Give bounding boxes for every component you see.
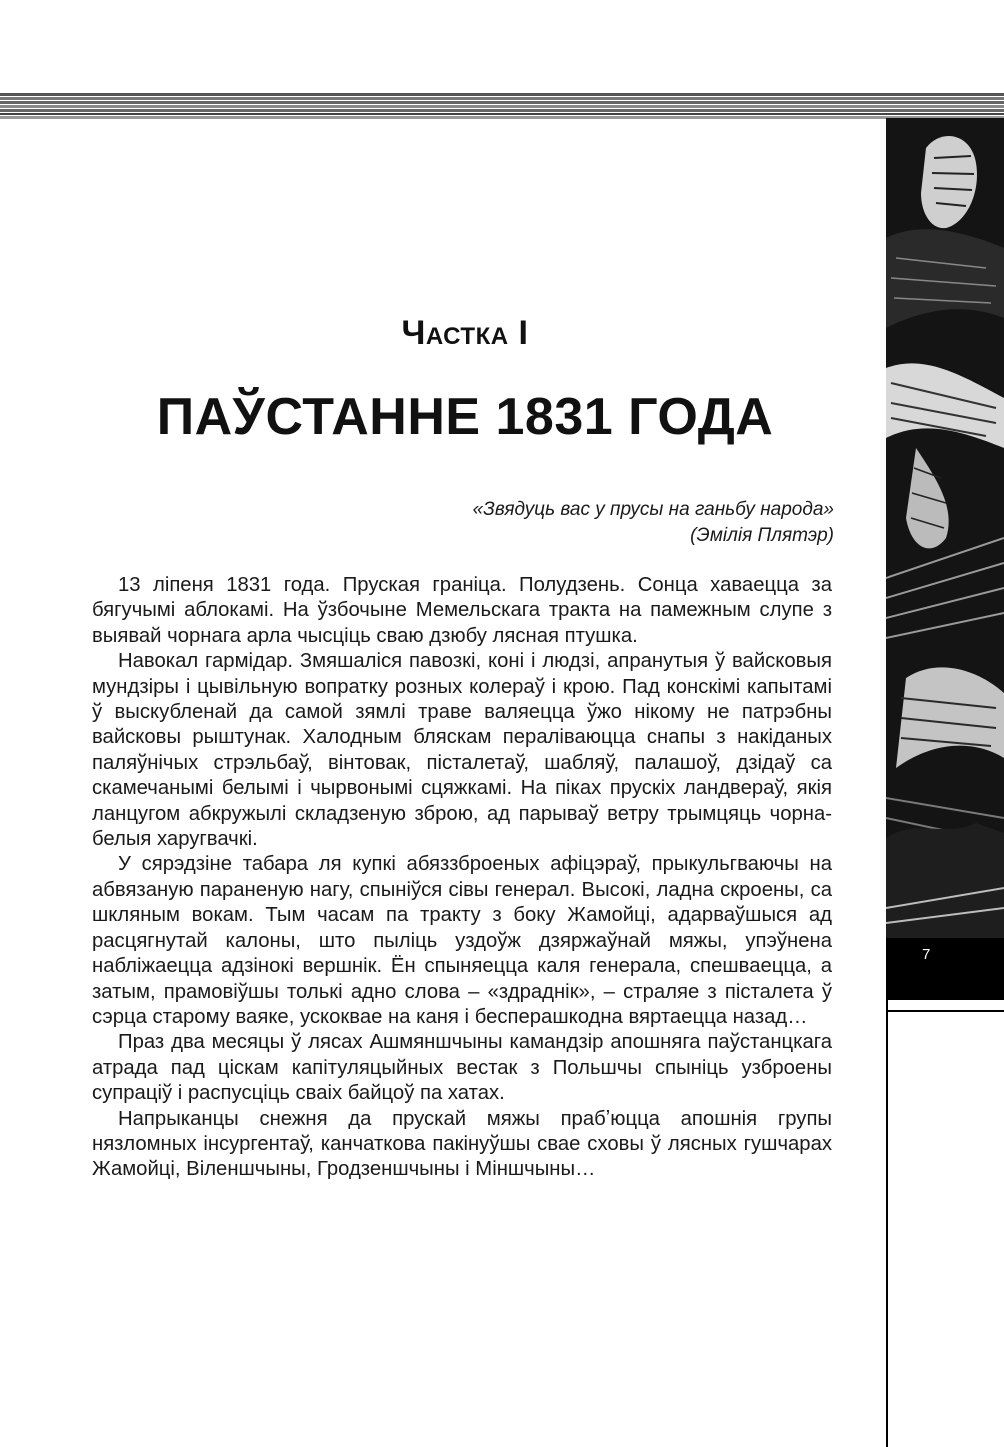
paragraph: У сярэдзіне табара ля купкі абяззброеных афіцэраў, прыкульгваючы на абвязаную параненую нагу, спыніўся сівы генерал. Высокі, ладна скроены, са шкляным вокам. Тым часам па тракту з боку Жамойці, адарваўшыся ад расцягнутай калоны, што пыліць уздоўж дзяржаўнай мяжы, упэўнена набліжаецца адзінокі вершнік. Ён спыняецца каля генерала, спешваецца, а затым, прамовіўшы толькі адно слова – «здраднік», – страляе з пісталета ў сэрца старому ваяке, ускоквае на каня і бесперашкодна вяртаецца назад… [92, 853, 832, 1028]
paragraph: 13 ліпеня 1831 года. Пруская граніца. Полудзень. Сонца хаваецца за бягучымі аблокамі. На ўзбочыне Мемельскага тракта на памежным слупе з выявай чорнага арла чысціць сваю дзюбу лясная птушка. [92, 574, 832, 647]
epigraph [473, 497, 834, 549]
page-number-tab [886, 938, 1004, 1000]
part-label: Частка I [401, 314, 529, 352]
paragraph: Напрыканцы снежня да прускай мяжы прабʼюцца апошнія групы нязломных інсургентаў, канчаткова пакінуўшы свае сховы ў лясных гушчарах Жамойці, Віленшчыны, Гродзеншчыны і Міншчыны… [92, 1107, 832, 1181]
epigraph-author: (Эмілія Плятэр) [690, 525, 834, 546]
paragraph: Праз два месяцы ў лясах Ашмяншчыны камандзір апошняга паўстанцкага атрада пад ціскам капітуляцыйных вестак з Польшчы спыніць узброены супраціў і распусціць сваіх байцоў па хатах. [92, 1031, 832, 1105]
page-number: 7 [922, 946, 931, 963]
woodcut-illustration [886, 118, 1004, 938]
paragraph: Навокал гармідар. Змяшаліся павозкі, коні і людзі, апранутыя ў вайсковыя мундзіры і цывільную вопратку розных колераў і крою. Пад конскімі капытамі ў выскубленай да самой зямлі траве валяецца ўжо нікому не патрэбны вайсковы рыштунак. Халодным бляскам пераліваюцца снапы з накіданых паляўнічых стрэльбаў, вінтовак, пісталетаў, шабляў, палашоў, дзідаў са скамечанымі белымі і чырвонымі сцяжкамі. На піках прускіх ландвераў, якія ланцугом абкружылі складзеную зброю, ад парываў ветру трымцяць чорна-белыя харугвачкі. [92, 650, 832, 851]
header-rule [0, 93, 1004, 119]
margin-rule [886, 1000, 888, 1447]
margin-rule-horizontal [886, 1010, 1004, 1012]
epigraph-quote: «Звядуць вас у прусы на ганьбу народа» [472, 499, 834, 520]
body-text [92, 573, 832, 1183]
chapter-title: ПАЎСТАННЕ 1831 ГОДА [156, 388, 774, 446]
